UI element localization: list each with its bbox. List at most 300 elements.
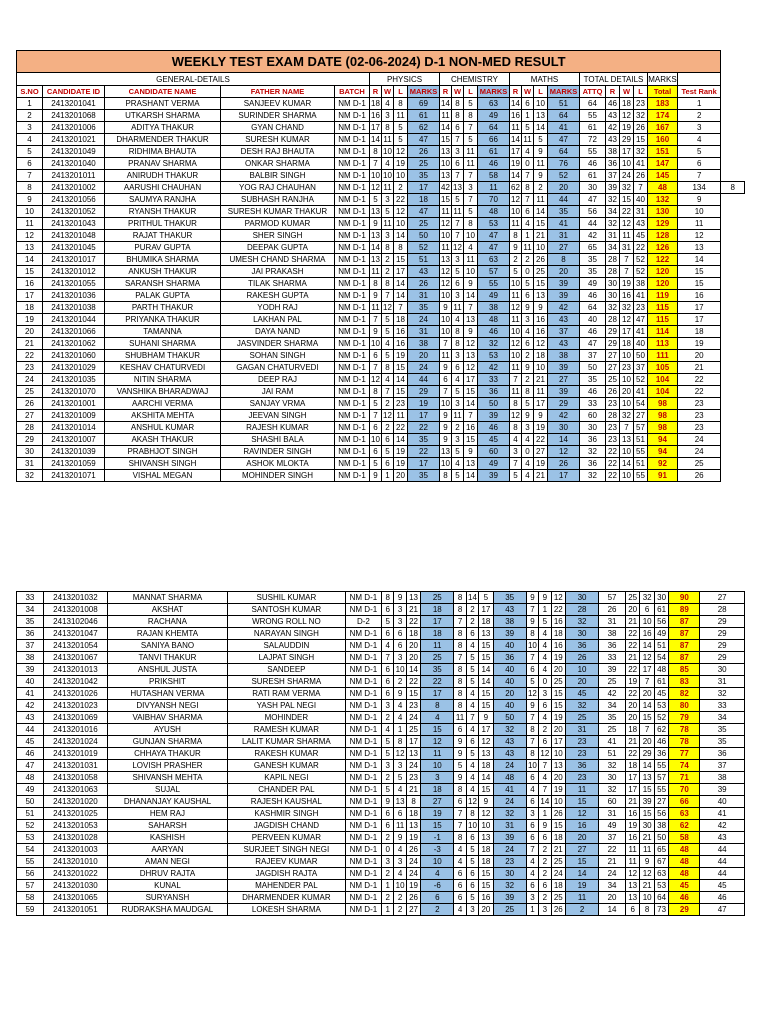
table-cell: 15 [479, 688, 493, 700]
table-cell: 120 [648, 266, 678, 278]
table-cell: 2413201062 [43, 338, 105, 350]
table-cell: 15 [421, 820, 454, 832]
table-cell: DEEPAK GUPTA [221, 242, 335, 254]
table-cell: 6 [522, 290, 534, 302]
table-cell: 12 [441, 218, 450, 228]
table-cell: 128 [648, 230, 678, 242]
table-cell: 27 [534, 446, 548, 458]
table-cell: 13 [441, 254, 450, 264]
table-cell: 17 [620, 146, 634, 158]
table-cell: 32 [634, 110, 648, 122]
table-cell: 51 [408, 254, 440, 266]
table-cell: 14 [394, 374, 408, 386]
table-cell: 23 [17, 362, 43, 374]
table-cell: 43 [548, 314, 580, 326]
table-cell: 12 [551, 592, 565, 604]
table-cell: 35 [700, 736, 745, 748]
table-cell: 35 [493, 592, 526, 604]
table-cell: PRITHUL THAKUR [105, 218, 221, 230]
table-cell: 2413102046 [43, 616, 107, 628]
table-row [17, 868, 745, 880]
table-cell: 22 [408, 446, 440, 458]
table-cell: 5 [382, 616, 394, 628]
table-cell: 65 [580, 242, 606, 254]
table-row [17, 242, 745, 254]
table-cell: 32 [640, 592, 654, 604]
table-cell: 11 [383, 134, 392, 144]
table-cell: 78 [669, 736, 700, 748]
table-cell: 3 [452, 254, 464, 266]
table-cell: 5 [382, 446, 394, 458]
table-cell: 16 [620, 290, 634, 302]
table-cell: 55 [17, 856, 44, 868]
table-cell: 22 [421, 676, 454, 688]
table-cell: SANIYA BANO [107, 640, 227, 652]
table-cell: 43 [408, 266, 440, 278]
result-table-bottom [16, 591, 745, 916]
table-cell: 47 [17, 760, 44, 772]
table-cell: 71 [669, 772, 700, 784]
table-cell: 114 [648, 326, 678, 338]
table-cell: 25 [566, 712, 599, 724]
table-cell: 61 [408, 110, 440, 122]
table-cell: 31 [408, 326, 440, 338]
table-cell: 6 [454, 880, 466, 892]
table-cell: 22 [406, 676, 420, 688]
table-cell: 76 [548, 158, 580, 170]
table-cell: 57 [478, 266, 510, 278]
table-cell: 44 [548, 194, 580, 206]
table-cell: 21 [625, 616, 639, 628]
table-cell: 2 [522, 374, 534, 386]
table-cell: 2413201067 [43, 652, 107, 664]
table-cell: 5 [466, 844, 478, 856]
table-cell: 37 [634, 362, 648, 374]
table-cell: 7 [464, 410, 478, 422]
table-cell: 50 [654, 832, 668, 844]
table-cell: 61 [478, 146, 510, 158]
table-cell: 6 [454, 892, 466, 904]
table-cell: 11 [394, 410, 408, 422]
table-cell: 15 [640, 784, 654, 796]
table-cell: 4 [466, 784, 478, 796]
table-cell: 5 [452, 470, 464, 482]
table-row [17, 302, 745, 314]
table-cell: 13 [551, 760, 565, 772]
table-cell: 8 [370, 386, 382, 398]
table-cell: 2 [382, 868, 394, 880]
table-cell: 32 [580, 470, 606, 482]
table-cell: 37 [548, 326, 580, 338]
table-cell: 115 [648, 302, 678, 314]
table-cell: 41 [493, 784, 526, 796]
table-cell: 61 [580, 122, 606, 134]
table-cell: VAIBHAV SHARMA [107, 712, 227, 724]
table-cell: 21 [678, 362, 721, 374]
table-cell: RATI RAM VERMA [227, 688, 345, 700]
table-cell: NM D-1 [345, 676, 381, 688]
table-cell: 6 [382, 808, 394, 820]
table-cell: 10 [620, 350, 634, 362]
group-maths: MATHS [510, 73, 580, 86]
table-cell: 17 [511, 146, 520, 156]
table-row [17, 362, 745, 374]
table-cell: 8 [421, 700, 454, 712]
table-cell: 40 [580, 314, 606, 326]
table-cell: 11 [383, 218, 392, 228]
table-cell: 29 [548, 398, 580, 410]
table-cell: 11 [534, 158, 548, 170]
table-cell: 6 [526, 772, 538, 784]
table-cell: 0 [522, 266, 534, 278]
table-cell: 46 [478, 158, 510, 170]
table-cell: 6 [539, 880, 551, 892]
table-cell: 10 [620, 398, 634, 410]
table-cell: 14 [599, 904, 626, 916]
table-cell: YOG RAJ CHAUHAN [221, 182, 335, 194]
table-cell: 48 [654, 664, 668, 676]
table-cell: NM D-1 [335, 302, 370, 314]
table-cell: 4 [394, 844, 406, 856]
table-cell: 13 [620, 434, 634, 446]
table-cell: 18 [406, 628, 420, 640]
table-cell: 46 [580, 290, 606, 302]
table-cell: 12 [640, 868, 654, 880]
table-cell: 30 [493, 868, 526, 880]
table-cell: 12 [534, 338, 548, 350]
table-row [17, 470, 745, 482]
table-cell: 2413201071 [43, 470, 105, 482]
table-cell: 6 [421, 892, 454, 904]
table-cell: SHER SINGH [221, 230, 335, 242]
table-cell: 36 [599, 640, 626, 652]
table-cell: 1 [382, 880, 394, 892]
table-cell: 36 [566, 760, 599, 772]
table-cell: 12 [421, 736, 454, 748]
table-cell: 62 [654, 724, 668, 736]
table-cell: 11 [523, 242, 532, 252]
table-cell: 32 [566, 700, 599, 712]
table-cell: 2413201054 [43, 640, 107, 652]
table-cell: 23 [394, 398, 408, 410]
table-cell: 4 [678, 134, 721, 146]
table-cell: 4 [539, 772, 551, 784]
table-cell: 5 [466, 652, 478, 664]
table-cell: 10 [383, 146, 392, 156]
table-cell: 33 [478, 374, 510, 386]
table-cell: 50 [17, 796, 44, 808]
table-cell: 54 [654, 652, 668, 664]
table-cell: 25 [406, 724, 420, 736]
table-row [17, 652, 745, 664]
table-cell: 2 [539, 856, 551, 868]
table-cell: 2 [382, 266, 394, 278]
table-cell: 6 [526, 664, 538, 676]
table-cell: 4 [466, 772, 478, 784]
table-cell: 27 [654, 796, 668, 808]
table-cell: GAGAN CHATURVEDI [221, 362, 335, 374]
table-cell: 34 [599, 880, 626, 892]
table-cell: 35 [421, 664, 454, 676]
table-cell: 22 [625, 628, 639, 640]
table-cell: 7 [464, 170, 478, 182]
table-cell: 26 [634, 122, 648, 134]
table-cell: 3 [382, 700, 394, 712]
table-cell: 10 [441, 398, 450, 408]
table-cell: PERVEEN KUMAR [227, 832, 345, 844]
table-cell: UMESH CHAND SHARMA [221, 254, 335, 266]
table-cell: 43 [700, 832, 745, 844]
table-cell: 7 [454, 616, 466, 628]
table-cell: 12 [511, 410, 520, 420]
table-cell: NM D-1 [345, 892, 381, 904]
table-cell: 4 [526, 868, 538, 880]
table-cell: -6 [421, 880, 454, 892]
table-row [17, 880, 745, 892]
table-cell: 48 [669, 844, 700, 856]
table-cell: 30 [640, 820, 654, 832]
table-cell: 48 [478, 206, 510, 218]
column-header: FATHER NAME [221, 86, 335, 98]
table-cell: SALAUDDIN [227, 640, 345, 652]
table-cell: 63 [654, 868, 668, 880]
table-cell: 4 [464, 242, 478, 254]
table-cell: NM D-1 [335, 326, 370, 338]
table-cell: 119 [648, 290, 678, 302]
table-cell: 6 [526, 832, 538, 844]
table-cell: 64 [580, 302, 606, 314]
table-cell: 18 [17, 302, 43, 314]
table-cell: 47 [408, 206, 440, 218]
table-cell: 50 [478, 398, 510, 410]
table-cell: 58 [478, 170, 510, 182]
table-cell: 7 [454, 820, 466, 832]
table-cell: 54 [634, 398, 648, 410]
table-cell: 2413201031 [43, 760, 107, 772]
table-cell: SANDEEP [227, 664, 345, 676]
table-cell: 2413201020 [43, 796, 107, 808]
table-cell: 33 [700, 700, 745, 712]
table-cell: 35 [700, 724, 745, 736]
table-cell: NM D-1 [335, 182, 370, 194]
table-cell: 4 [382, 374, 394, 386]
table-cell: 23 [634, 302, 648, 314]
table-cell: 11 [478, 182, 510, 194]
table-cell: 46 [654, 736, 668, 748]
table-cell: 2413201049 [43, 146, 105, 158]
table-cell: 4 [394, 712, 406, 724]
table-cell: 21 [534, 470, 548, 482]
table-cell: 27 [700, 592, 745, 604]
table-cell: 2 [382, 712, 394, 724]
table-cell: 41 [634, 386, 648, 398]
table-cell: 8 [382, 362, 394, 374]
table-cell: 17 [625, 784, 639, 796]
table-cell: 6 [522, 206, 534, 218]
table-cell: 36 [478, 386, 510, 398]
table-cell: 55 [580, 146, 606, 158]
table-body-bottom [17, 592, 745, 916]
table-cell: 6 [466, 868, 478, 880]
table-cell: 14 [406, 664, 420, 676]
table-cell: 17 [394, 266, 408, 278]
table-cell: 36 [17, 628, 44, 640]
table-cell: 87 [669, 652, 700, 664]
table-cell: 38 [17, 652, 44, 664]
table-cell: SURJEET SINGH NEGI [227, 844, 345, 856]
table-cell: 10 [620, 446, 634, 458]
table-cell: 26 [551, 808, 565, 820]
table-cell: NM D-1 [335, 458, 370, 470]
table-cell: DHRUV RAJTA [107, 868, 227, 880]
table-cell: 14 [464, 290, 478, 302]
table-cell: 15 [479, 784, 493, 796]
table-cell: 19 [620, 122, 634, 134]
table-cell: 3 [452, 434, 464, 446]
table-cell: 55 [634, 446, 648, 458]
table-cell: SUHANI SHARMA [105, 338, 221, 350]
table-row [17, 604, 745, 616]
table-cell: 15 [479, 640, 493, 652]
table-cell: 32 [493, 724, 526, 736]
table-cell: 2413201055 [43, 278, 105, 290]
column-header: R [606, 86, 620, 98]
table-cell: 6 [382, 676, 394, 688]
table-cell: 42 [580, 230, 606, 242]
table-cell: SUBHASH RANJHA [221, 194, 335, 206]
table-cell: 13 [479, 832, 493, 844]
table-cell: 151 [648, 146, 678, 158]
table-cell: NM D-1 [335, 230, 370, 242]
column-header: S.NO [17, 86, 43, 98]
table-cell: 23 [634, 98, 648, 110]
table-cell: 4 [526, 784, 538, 796]
table-cell: ANKUSH THAKUR [105, 266, 221, 278]
table-cell: 5 [466, 892, 478, 904]
table-cell: NM D-1 [345, 820, 381, 832]
table-cell: 37 [17, 640, 44, 652]
table-cell: 1 [526, 904, 538, 916]
table-cell: 38 [654, 820, 668, 832]
table-cell: 23 [620, 362, 634, 374]
table-cell: 40 [493, 676, 526, 688]
table-cell: 9 [17, 194, 43, 206]
table-cell: 22 [634, 242, 648, 254]
table-cell: 25 [551, 676, 565, 688]
table-cell: 14 [534, 122, 548, 134]
table-cell: 2413201056 [43, 194, 105, 206]
table-cell: 63 [478, 98, 510, 110]
table-row [17, 700, 745, 712]
table-cell: 28 [566, 604, 599, 616]
table-cell: 18 [534, 350, 548, 362]
table-cell: NM D-1 [345, 856, 381, 868]
table-cell: 24 [408, 314, 440, 326]
table-cell: 46 [17, 748, 44, 760]
table-cell: 16 [17, 278, 43, 290]
table-cell: 32 [606, 302, 620, 314]
table-cell: 16 [551, 616, 565, 628]
table-cell: 2 [382, 254, 394, 266]
table-cell: 2413201058 [43, 772, 107, 784]
table-cell: 14 [441, 122, 450, 132]
table-row [17, 628, 745, 640]
table-cell: 74 [669, 760, 700, 772]
table-cell: 7 [452, 218, 464, 230]
table-row [17, 110, 745, 122]
table-cell: 13 [479, 628, 493, 640]
table-cell: 10 [441, 314, 450, 324]
table-cell: 8 [382, 592, 394, 604]
table-cell: 92 [648, 458, 678, 470]
table-cell: 9 [394, 688, 406, 700]
table-cell: 22 [606, 458, 620, 470]
table-cell: 26 [551, 904, 565, 916]
table-cell: 5 [452, 386, 464, 398]
table-cell: RAKESH KUMAR [227, 748, 345, 760]
table-cell: 24 [17, 374, 43, 386]
table-cell: RAVINDER SINGH [221, 446, 335, 458]
table-cell: 91 [648, 470, 678, 482]
table-cell: 21 [17, 338, 43, 350]
table-cell: 9 [370, 290, 382, 302]
table-cell: 9 [534, 410, 548, 422]
table-cell: 49 [580, 278, 606, 290]
table-cell: RAKESH GUPTA [221, 290, 335, 302]
table-cell: 39 [548, 386, 580, 398]
table-cell: 130 [648, 206, 678, 218]
table-cell: 16 [511, 110, 520, 120]
table-cell: 2413201016 [43, 724, 107, 736]
table-cell: 5 [526, 676, 538, 688]
table-cell: NM D-1 [345, 628, 381, 640]
table-cell: 22 [678, 386, 721, 398]
table-cell: 113 [648, 338, 678, 350]
table-cell: 6 [454, 868, 466, 880]
page-title: WEEKLY TEST EXAM DATE (02-06-2024) D-1 NON-MED RESULT [17, 51, 721, 73]
table-cell: 31 [17, 458, 43, 470]
table-cell: 9 [534, 302, 548, 314]
table-cell: 12 [371, 182, 380, 192]
column-header: W [620, 86, 634, 98]
table-cell: 5 [382, 326, 394, 338]
table-cell: 24 [406, 856, 420, 868]
table-cell: 50 [493, 712, 526, 724]
table-cell: 49 [478, 290, 510, 302]
table-row [17, 398, 745, 410]
table-cell: 37 [606, 170, 620, 182]
table-cell: 63 [478, 254, 510, 266]
table-cell: 7 [466, 712, 478, 724]
table-cell: 11 [453, 302, 462, 312]
table-cell: 2413201035 [43, 374, 105, 386]
table-cell: 4 [522, 326, 534, 338]
table-cell: 50 [634, 350, 648, 362]
table-cell: 32 [493, 808, 526, 820]
table-cell: 28 [606, 410, 620, 422]
table-cell: 39 [606, 182, 620, 194]
table-cell: 8 [394, 736, 406, 748]
table-cell: 7 [440, 338, 452, 350]
table-cell: 4 [539, 640, 551, 652]
table-cell: NM D-1 [345, 784, 381, 796]
table-row [17, 760, 745, 772]
table-cell: 40 [493, 664, 526, 676]
table-cell: 7 [382, 386, 394, 398]
table-cell: 22 [625, 748, 639, 760]
table-cell: 6 [382, 604, 394, 616]
table-cell: 62 [408, 122, 440, 134]
